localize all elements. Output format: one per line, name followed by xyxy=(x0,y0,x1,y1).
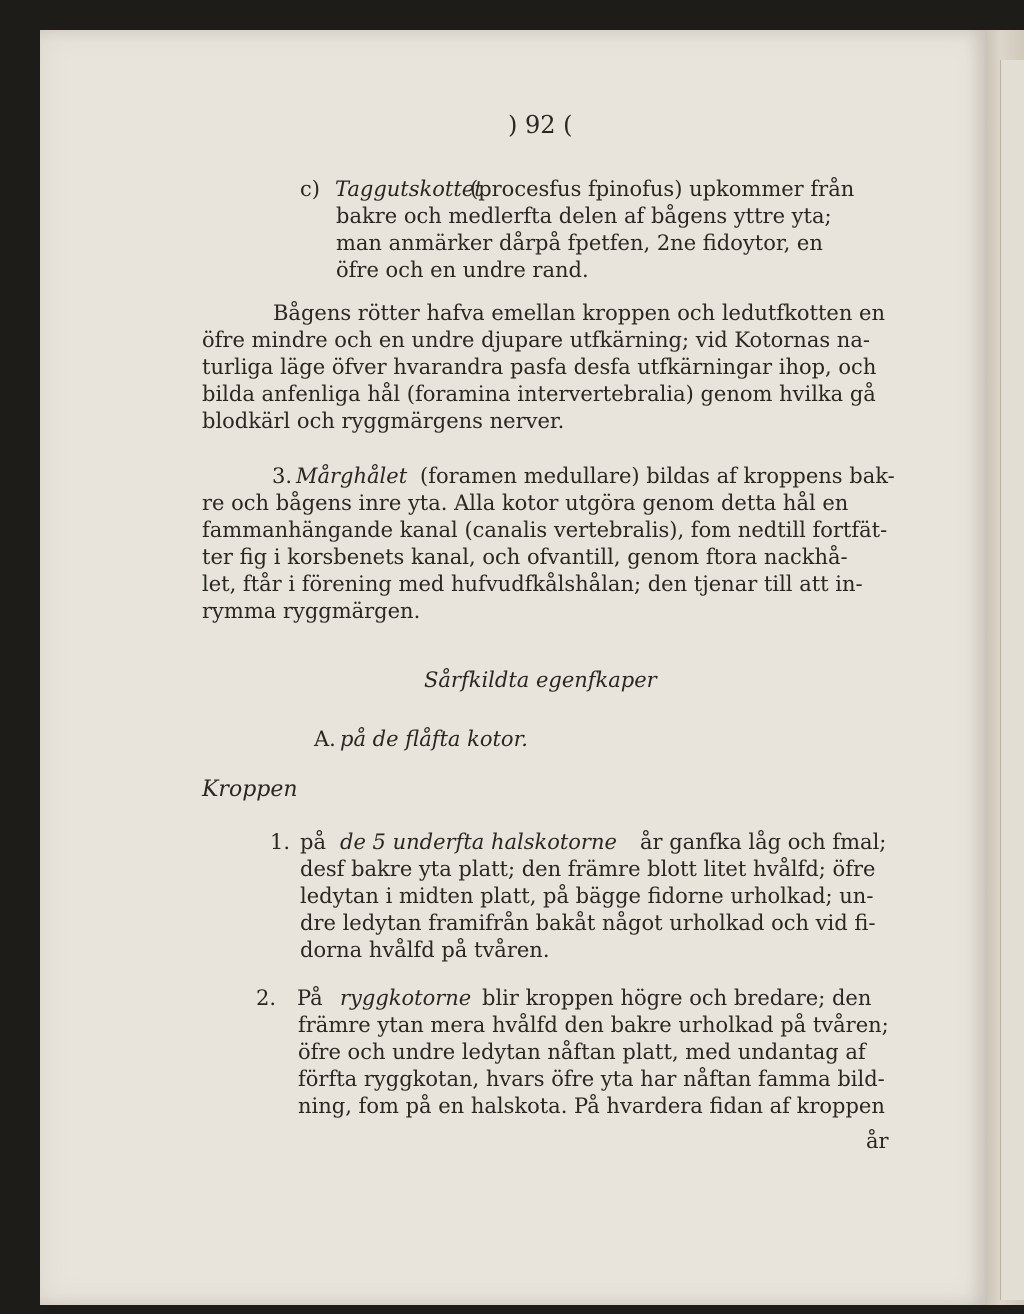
paragraph-line-4: bilda anfenliga hål (foramina intervertebralia) genom hvilka gå xyxy=(202,382,876,406)
item-1-lead: på xyxy=(300,830,326,854)
item-2-line-4: förfta ryggkotan, hvars öfre yta har nåftan famma bild- xyxy=(298,1067,885,1091)
item-1-line-3: ledytan i midten platt, på bägge fidorne urholkad; un- xyxy=(300,884,874,908)
item-3-line-4: ter fig i korsbenets kanal, och ofvantill, genom ftora nackhå- xyxy=(202,545,848,569)
item-c-line-1: (procesfus fpinofus) upkommer från xyxy=(470,177,855,201)
item-c-label: c) xyxy=(300,177,320,201)
item-2-line-3: öfre och undre ledytan nåftan platt, med undantag af xyxy=(298,1040,866,1064)
item-1-line-2: desf bakre yta platt; den främre blott litet hvålfd; öfre xyxy=(300,857,876,881)
paragraph-line-5: blodkärl och ryggmärgens nerver. xyxy=(202,409,565,433)
item-3-line-5: let, ftår i förening med hufvudfkålshålan; den tjenar till att in- xyxy=(202,572,863,596)
item-1-line-4: dre ledytan framifrån bakåt något urholkad och vid fi- xyxy=(300,911,876,935)
item-c-line-4: öfre och en undre rand. xyxy=(336,258,589,282)
item-2-line-5: ning, fom på en halskota. På hvardera fidan af kroppen xyxy=(298,1094,885,1118)
item-2-lead: På xyxy=(297,986,323,1010)
catchword: år xyxy=(866,1129,889,1153)
item-3-line-2: re och bågens inre yta. Alla kotor utgöra genom detta hål en xyxy=(202,491,849,515)
page-number: ) 92 ( xyxy=(508,111,573,139)
item-c-line-3: man anmärker dårpå fpetfen, 2ne fidoytor, en xyxy=(336,231,823,255)
subheading: på de flåfta kotor. xyxy=(340,727,528,751)
item-3-line-1: (foramen medullare) bildas af kroppens bak- xyxy=(420,464,895,488)
next-page-edge xyxy=(1000,60,1024,1300)
item-3-number: 3. xyxy=(272,464,293,488)
paragraph-line-2: öfre mindre och en undre djupare utfkärning; vid Kotornas na- xyxy=(202,328,870,352)
section-heading: Sårfkildta egenfkaper xyxy=(424,668,657,692)
item-1-line-5: dorna hvålfd på tvåren. xyxy=(300,938,550,962)
item-2-line-2: främre ytan mera hvålfd den bakre urholkad på tvåren; xyxy=(298,1013,889,1037)
item-1-term: de 5 underfta halskotorne xyxy=(340,830,617,854)
subheading-prefix: A. xyxy=(314,727,336,751)
side-heading: Kroppen xyxy=(202,777,298,802)
paragraph-line-1: Bågens rötter hafva emellan kroppen och ledutfkotten en xyxy=(273,301,885,325)
item-3-line-3: fammanhängande kanal (canalis vertebralis), fom nedtill fortfät- xyxy=(202,518,888,542)
item-1-line-1: år ganfka låg och fmal; xyxy=(640,830,887,854)
paragraph-line-3: turliga läge öfver hvarandra pasfa desfa utfkärningar ihop, och xyxy=(202,355,877,379)
item-3-line-6: rymma ryggmärgen. xyxy=(202,599,421,623)
item-c-term: Taggutskottet xyxy=(335,177,483,201)
item-1-number: 1. xyxy=(270,830,291,854)
item-2-number: 2. xyxy=(256,986,277,1010)
item-2-line-1: blir kroppen högre och bredare; den xyxy=(482,986,872,1010)
item-3-term: Mårghålet xyxy=(296,464,408,488)
item-2-term: ryggkotorne xyxy=(340,986,472,1010)
item-c-line-2: bakre och medlerfta delen af bågens yttre yta; xyxy=(336,204,832,228)
